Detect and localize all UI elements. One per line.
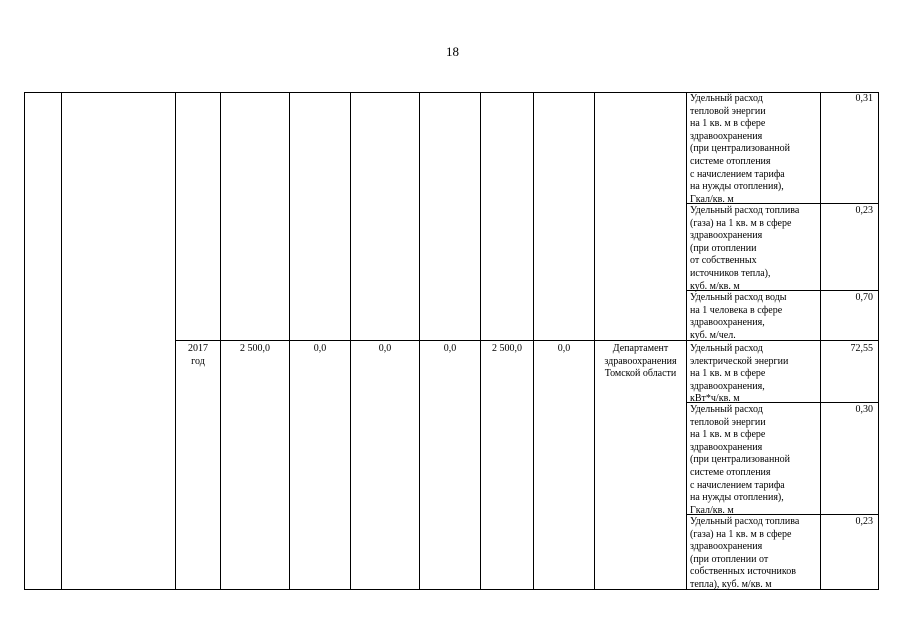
total-cell: 2 500,0 (240, 343, 270, 354)
page-number: 18 (446, 44, 459, 59)
indicator-name: Удельный расход тепловой энергии на 1 кв. м в сфере здравоохранения (при централизованной системе отопления с начислением тарифа на нужды отопления), Гкал/кв. м (690, 404, 791, 516)
column-divider (533, 92, 534, 590)
table-border-left (24, 92, 25, 590)
table-border-right (878, 92, 879, 590)
funding-cell: 0,0 (557, 343, 571, 354)
column-divider (289, 92, 290, 590)
column-divider (220, 92, 221, 590)
indicator-value: 0,23 (855, 516, 873, 527)
funding-cell: 2 500,0 (492, 343, 522, 354)
indicator-value: 0,31 (855, 93, 873, 104)
funding-cell: 0,0 (378, 343, 392, 354)
executor-cell: Департамент здравоохранения Томской области (604, 343, 677, 380)
indicator-name: Удельный расход топлива (газа) на 1 кв. м в сфере здравоохранения (при отоплении от собственных источников тепла), куб. м/кв. м (690, 516, 800, 590)
indicator-value: 0,23 (855, 205, 873, 216)
indicator-name: Удельный расход топлива (газа) на 1 кв. м в сфере здравоохранения (при отоплении от собственных источников тепла), куб. м/кв. м (690, 205, 800, 292)
column-divider (480, 92, 481, 590)
funding-cell: 0,0 (313, 343, 327, 354)
column-divider (350, 92, 351, 590)
indicator-value: 0,70 (855, 292, 873, 303)
column-divider (61, 92, 62, 590)
column-divider (175, 92, 176, 590)
funding-cell: 0,0 (443, 343, 457, 354)
indicator-value: 72,55 (850, 343, 873, 354)
indicator-name: Удельный расход воды на 1 человека в сфере здравоохранения, куб. м/чел. (690, 292, 787, 341)
column-divider (594, 92, 595, 590)
indicator-name: Удельный расход электрической энергии на 1 кв. м в сфере здравоохранения, кВт*ч/кв. м (690, 343, 789, 405)
column-divider (419, 92, 420, 590)
year-cell: 2017 год (188, 343, 208, 367)
indicator-name: Удельный расход тепловой энергии на 1 кв. м в сфере здравоохранения (при централизованной системе отопления с начислением тарифа на нужды отопления), Гкал/кв. м (690, 93, 791, 205)
indicator-value: 0,30 (855, 404, 873, 415)
